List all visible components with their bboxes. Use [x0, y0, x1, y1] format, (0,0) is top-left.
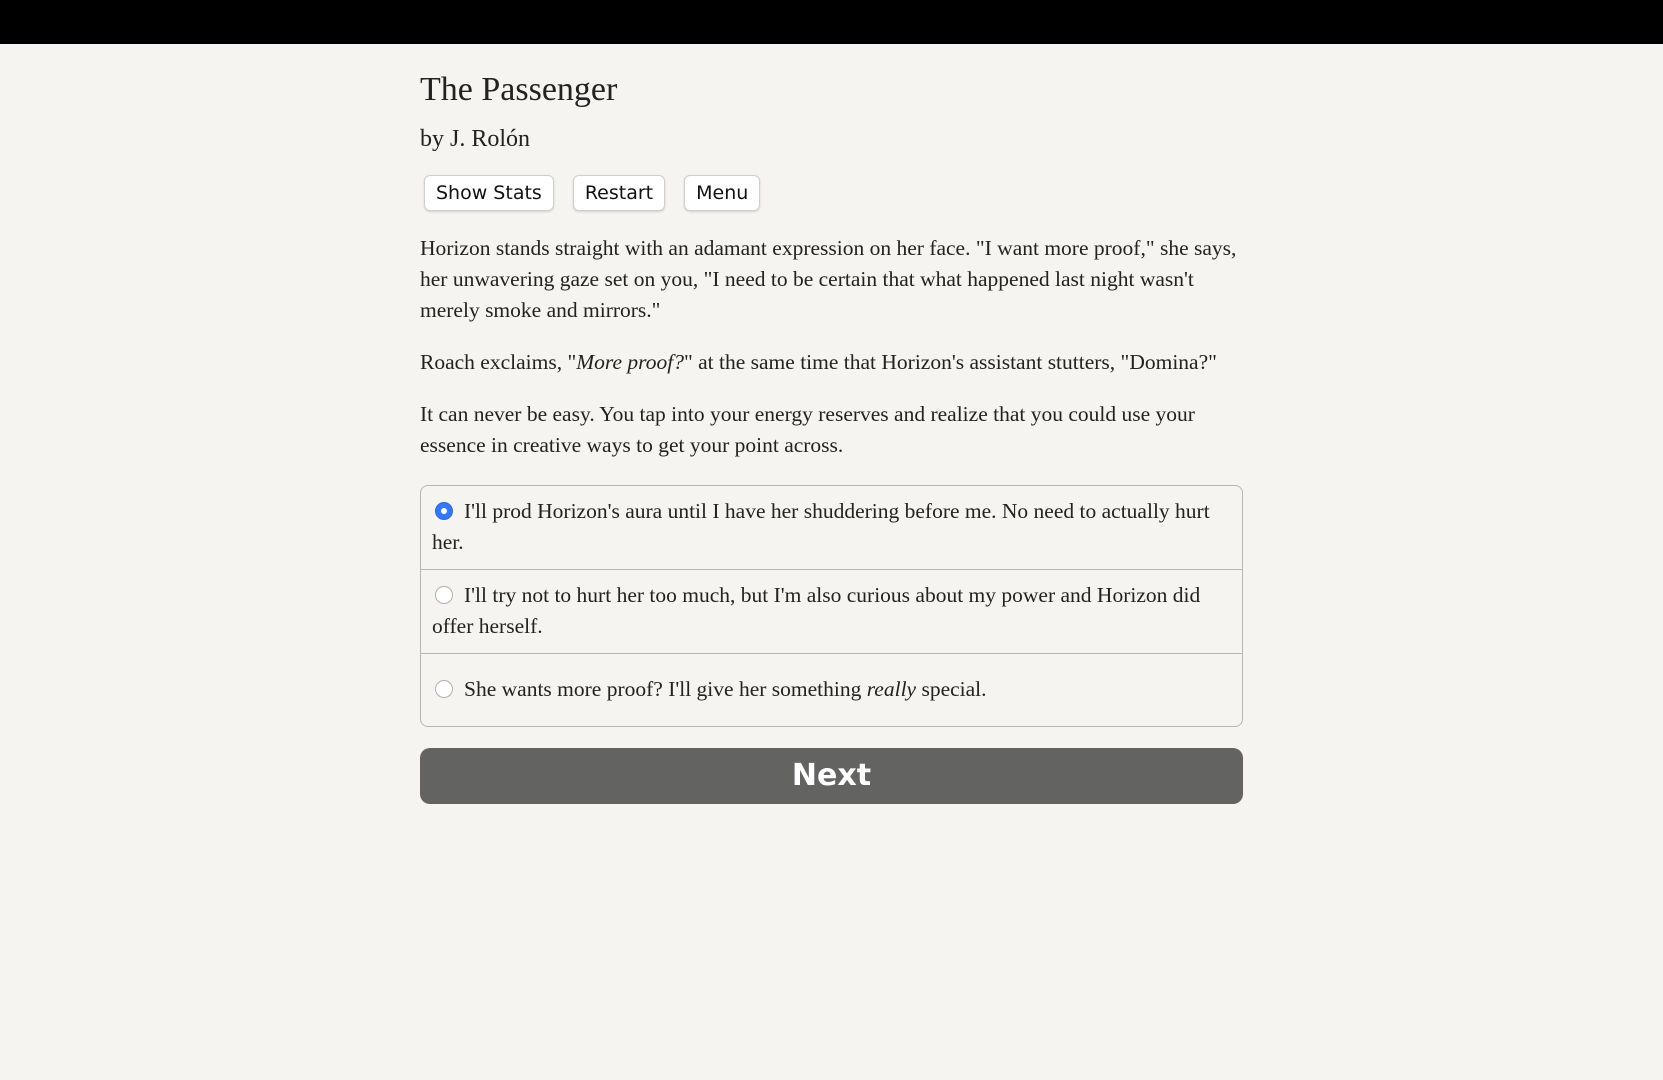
story-paragraph: Horizon stands straight with an adamant expression on her face. "I want more proof," she says, her unwavering gaze set on you, "I need to be certain that what happened last night wasn't merely smoke and mirrors.": [420, 236, 1237, 322]
restart-button[interactable]: Restart: [573, 175, 665, 211]
choice-option-3[interactable]: [421, 654, 1242, 726]
choice-label: I'll prod Horizon's aura until I have her shuddering before me. No need to actually hurt her.: [432, 499, 1210, 554]
radio-selected-icon[interactable]: [435, 502, 453, 520]
choice-label: I'll try not to hurt her too much, but I'm also curious about my power and Horizon did offer herself.: [432, 583, 1201, 638]
choice-label: She wants more proof? I'll give her something: [464, 677, 867, 701]
choice-emphasis: really: [866, 677, 917, 701]
show-stats-button[interactable]: Show Stats: [424, 175, 554, 211]
game-author: by J. Rolón: [420, 126, 531, 152]
radio-unselected-icon[interactable]: [435, 680, 453, 698]
story-paragraph: [420, 347, 1243, 378]
choice-option-1[interactable]: [421, 486, 1242, 570]
game-container: [420, 44, 1243, 804]
toolbar: [420, 175, 1243, 211]
next-button[interactable]: Next: [420, 748, 1243, 804]
radio-unselected-icon[interactable]: [435, 586, 453, 604]
game-title: The Passenger: [420, 71, 618, 108]
story-text: Roach exclaims, ": [420, 350, 577, 374]
story-text: " at the same time that Horizon's assistant stutters, "Domina?": [683, 350, 1217, 374]
choice-option-2[interactable]: [421, 570, 1242, 654]
menu-button[interactable]: Menu: [684, 175, 760, 211]
story-paragraph: It can never be easy. You tap into your energy reserves and realize that you could use your essence in creative ways to get your point across.: [420, 402, 1195, 457]
story-emphasis: More proof?: [576, 350, 684, 374]
window-top-bar: [0, 0, 1663, 44]
choice-list: [420, 485, 1243, 727]
choice-label: special.: [916, 677, 987, 701]
